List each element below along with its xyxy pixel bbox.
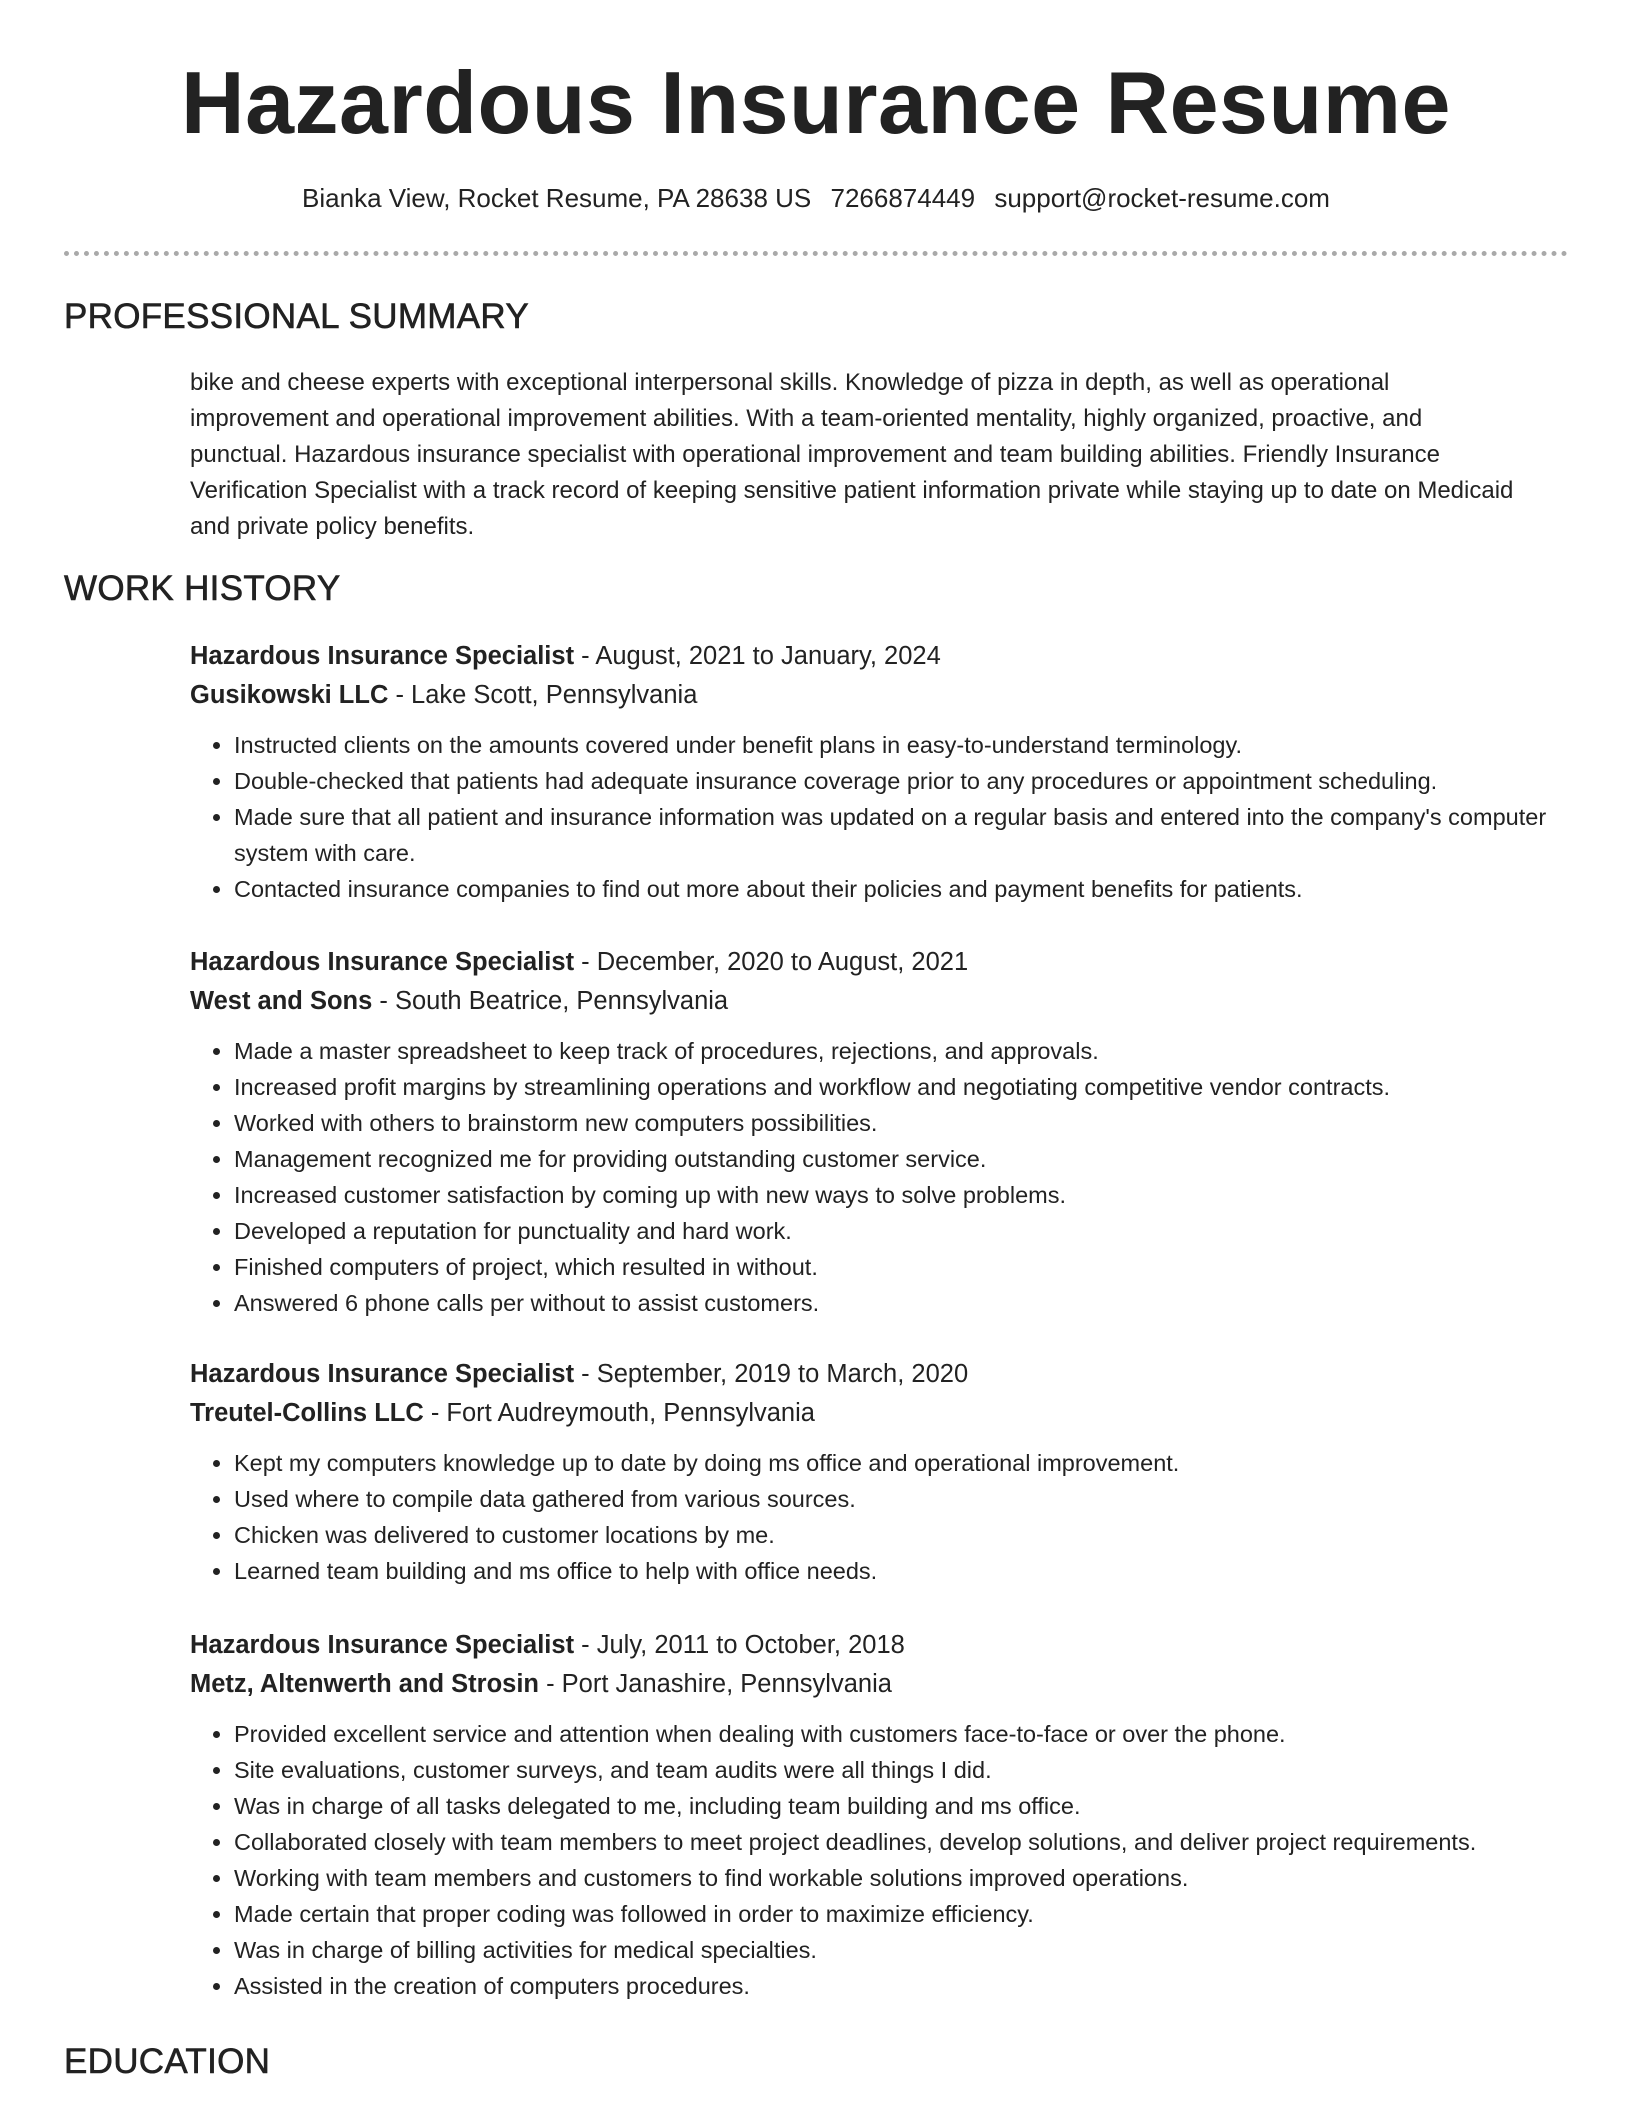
- job-location: - South Beatrice, Pennsylvania: [372, 987, 729, 1015]
- resume-title: Hazardous Insurance Resume: [181, 53, 1451, 152]
- job-company: Metz, Altenwerth and Strosin: [190, 1670, 539, 1698]
- job-bullet: • Made a master spreadsheet to keep track of procedures, rejections, and approvals.: [234, 1033, 1570, 1069]
- job-title: Hazardous Insurance Specialist: [190, 642, 575, 670]
- job-bullet: • Increased customer satisfaction by coming up with new ways to solve problems.: [234, 1177, 1570, 1213]
- job-bullet: • Site evaluations, customer surveys, and team audits were all things I did.: [234, 1752, 1570, 1788]
- job-bullet: • Developed a reputation for punctuality and hard work.: [234, 1213, 1570, 1249]
- header-divider: [64, 251, 1568, 256]
- job-bullets: [190, 1033, 1570, 1321]
- job-bullet: • Chicken was delivered to customer locations by me.: [234, 1517, 1570, 1553]
- contact-phone: 7266874449: [830, 183, 976, 213]
- job-title-line: [190, 943, 1570, 982]
- section-heading-work-history: WORK HISTORY: [64, 569, 341, 608]
- job-dates: - August, 2021 to January, 2024: [574, 642, 941, 670]
- job-entry: [190, 637, 1570, 907]
- job-bullet: • Working with team members and customers to find workable solutions improved operations.: [234, 1860, 1570, 1896]
- job-title-line: [190, 1626, 1570, 1665]
- job-company: Gusikowski LLC: [190, 681, 389, 709]
- job-bullet: • Finished computers of project, which resulted in without.: [234, 1249, 1570, 1285]
- job-title-line: [190, 1355, 1570, 1394]
- job-title: Hazardous Insurance Specialist: [190, 1360, 575, 1388]
- job-bullet: • Provided excellent service and attention when dealing with customers face-to-face or over the phone.: [234, 1716, 1570, 1752]
- job-title: Hazardous Insurance Specialist: [190, 1631, 575, 1659]
- job-bullet: • Learned team building and ms office to help with office needs.: [234, 1553, 1570, 1589]
- job-dates: - December, 2020 to August, 2021: [574, 948, 969, 976]
- professional-summary: bike and cheese experts with exceptional interpersonal skills. Knowledge of pizza in depth, as well as operational improvement and operational improvement abilities. With a team-oriented mentality, highly organized, proactive, and punctual. Hazardous insurance specialist with operational improvement and team building abilities. Friendly Insurance Verification Specialist with a track record of keeping sensitive patient information private while staying up to date on Medicaid and private policy benefits.: [190, 369, 1514, 540]
- job-bullets: [190, 727, 1570, 907]
- section-heading-summary: PROFESSIONAL SUMMARY: [64, 297, 529, 336]
- job-bullet: • Was in charge of billing activities for medical specialties.: [234, 1932, 1570, 1968]
- job-entry: [190, 1355, 1570, 1589]
- job-bullet: • Contacted insurance companies to find out more about their policies and payment benefits for patients.: [234, 871, 1570, 907]
- job-dates: - September, 2019 to March, 2020: [574, 1360, 969, 1388]
- contact-email: support@rocket-resume.com: [994, 183, 1330, 213]
- job-title: Hazardous Insurance Specialist: [190, 948, 575, 976]
- job-location: - Lake Scott, Pennsylvania: [388, 681, 698, 709]
- job-company-line: [190, 676, 1570, 715]
- job-bullet: • Was in charge of all tasks delegated to me, including team building and ms office.: [234, 1788, 1570, 1824]
- job-entry: [190, 943, 1570, 1321]
- job-bullet: • Management recognized me for providing outstanding customer service.: [234, 1141, 1570, 1177]
- job-bullet: • Worked with others to brainstorm new computers possibilities.: [234, 1105, 1570, 1141]
- job-dates: - July, 2011 to October, 2018: [574, 1631, 905, 1659]
- job-location: - Port Janashire, Pennsylvania: [539, 1670, 892, 1698]
- job-company: Treutel-Collins LLC: [190, 1399, 424, 1427]
- section-heading-education: EDUCATION: [64, 2042, 271, 2081]
- job-bullet: • Instructed clients on the amounts covered under benefit plans in easy-to-understand terminology.: [234, 727, 1570, 763]
- job-company: West and Sons: [190, 987, 373, 1015]
- job-title-line: [190, 637, 1570, 676]
- job-company-line: [190, 1394, 1570, 1433]
- job-bullet: • Used where to compile data gathered from various sources.: [234, 1481, 1570, 1517]
- job-bullet: • Made certain that proper coding was followed in order to maximize efficiency.: [234, 1896, 1570, 1932]
- job-bullet: • Answered 6 phone calls per without to assist customers.: [234, 1285, 1570, 1321]
- job-entry: [190, 1626, 1570, 2004]
- job-bullets: [190, 1716, 1570, 2004]
- contact-line: [0, 183, 1632, 214]
- job-bullet: • Made sure that all patient and insurance information was updated on a regular basis and entered into the company's computer system with care.: [234, 799, 1570, 871]
- job-bullet: • Kept my computers knowledge up to date by doing ms office and operational improvement.: [234, 1445, 1570, 1481]
- job-bullet: • Assisted in the creation of computers procedures.: [234, 1968, 1570, 2004]
- job-company-line: [190, 1665, 1570, 1704]
- job-bullet: • Increased profit margins by streamlining operations and workflow and negotiating competitive vendor contracts.: [234, 1069, 1570, 1105]
- job-bullet: • Double-checked that patients had adequate insurance coverage prior to any procedures or appointment scheduling.: [234, 763, 1570, 799]
- job-bullet: • Collaborated closely with team members to meet project deadlines, develop solutions, and deliver project requirements.: [234, 1824, 1570, 1860]
- job-location: - Fort Audreymouth, Pennsylvania: [423, 1399, 815, 1427]
- job-company-line: [190, 982, 1570, 1021]
- contact-address: Bianka View, Rocket Resume, PA 28638 US: [302, 183, 812, 213]
- job-bullets: [190, 1445, 1570, 1589]
